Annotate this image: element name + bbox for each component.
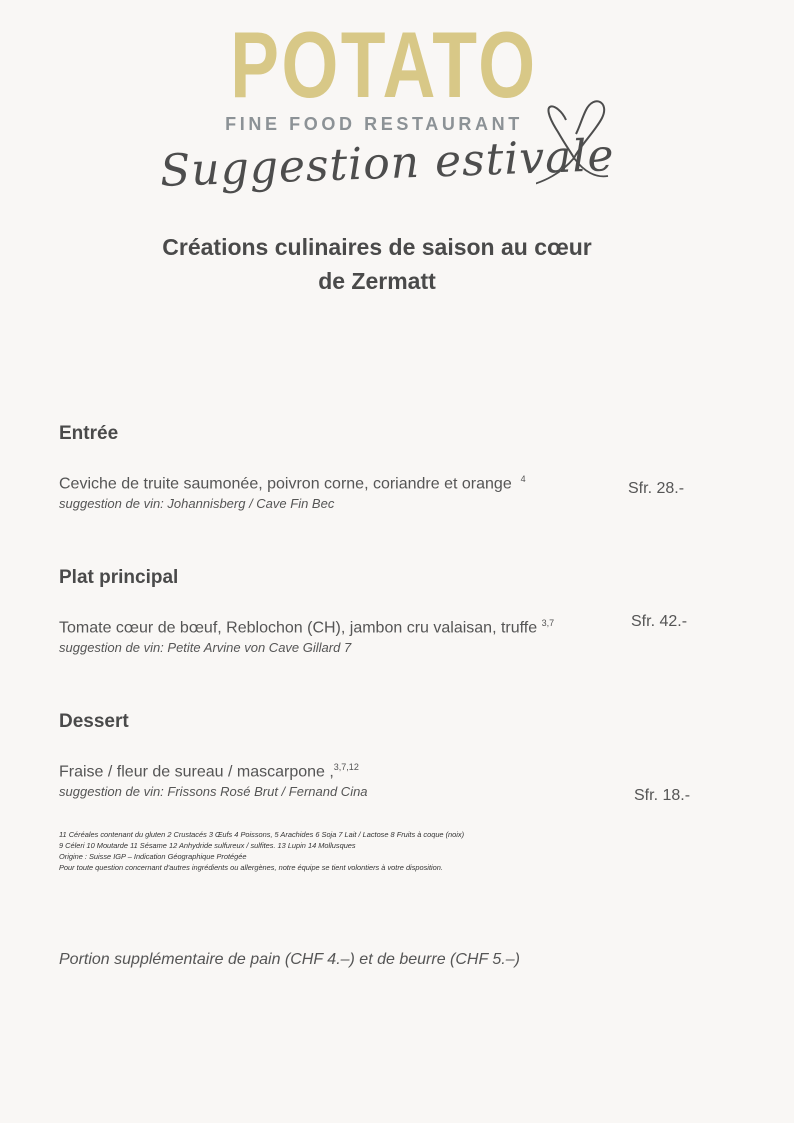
section-title-entree: Entrée xyxy=(59,423,119,444)
allergen-codes: 3,7 xyxy=(541,618,555,628)
section-title-dessert: Dessert xyxy=(59,711,129,732)
script-title: Suggestion estivale xyxy=(159,130,616,197)
contact-line: Pour toute question concernant d'autres ingrédients ou allergènes, notre équipe se tient volontiers à votre disposition. xyxy=(59,863,443,872)
price-entree: Sfr. 28.- xyxy=(628,480,685,497)
allergen-codes: 3,7,12 xyxy=(333,762,359,772)
price-main: Sfr. 42.- xyxy=(631,613,688,630)
allergen-codes: 4 xyxy=(520,474,526,484)
dish-name: Ceviche de truite saumonée, poivron corne, coriandre et orange xyxy=(59,475,512,493)
dish-entree xyxy=(59,474,526,493)
wine-suggestion-entree: suggestion de vin: Johannisberg / Cave Fin Bec xyxy=(59,496,335,511)
price-dessert: Sfr. 18.- xyxy=(634,787,691,804)
allergen-line: 11 Céréales contenant du gluten 2 Crustacés 3 Œufs 4 Poissons, 5 Arachides 6 Soja 7 Lait / Lactose 8 Fruits à coque (noix) xyxy=(59,830,465,839)
headline-line-2: de Zermatt xyxy=(318,268,436,294)
origin-line: Origine : Suisse IGP – Indication Géographique Protégée xyxy=(59,852,247,861)
wine-suggestion-main: suggestion de vin: Petite Arvine von Cave Gillard 7 xyxy=(59,640,352,655)
bread-butter-note: Portion supplémentaire de pain (CHF 4.–) et de beurre (CHF 5.–) xyxy=(59,951,520,968)
allergen-legend xyxy=(59,829,464,873)
allergen-line: 9 Céleri 10 Moutarde 11 Sésame 12 Anhydride sulfureux / sulfites. 13 Lupin 14 Mollusques xyxy=(59,841,356,850)
page-headline xyxy=(120,230,634,298)
wine-suggestion-dessert: suggestion de vin: Frissons Rosé Brut / Fernand Cina xyxy=(59,784,368,799)
dish-name: Tomate cœur de bœuf, Reblochon (CH), jambon cru valaisan, truffe xyxy=(59,619,538,637)
headline-line-1: Créations culinaires de saison au cœur xyxy=(162,234,592,260)
brand-logo-name: POTATO xyxy=(230,12,538,117)
section-title-main: Plat principal xyxy=(59,567,179,588)
dish-dessert xyxy=(59,762,359,781)
dish-main xyxy=(59,618,554,637)
dish-name: Fraise / fleur de sureau / mascarpone , xyxy=(59,763,334,781)
brand-tagline: FINE FOOD RESTAURANT xyxy=(225,114,523,134)
